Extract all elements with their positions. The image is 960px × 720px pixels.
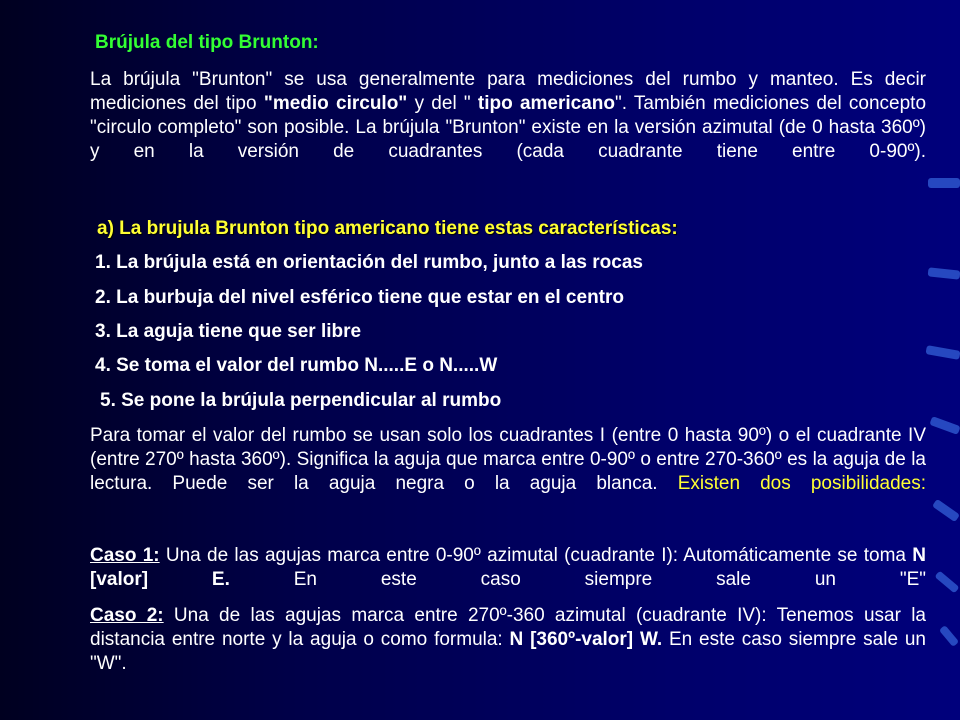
intro-text-1: La brújula "Brunton" se usa generalmente para mediciones del rumbo y manteo. Es decir mediciones del tipo — [90, 69, 926, 114]
caso-1-text-2: En este caso siempre sale un "E" — [229, 569, 926, 590]
caso-1-label: Caso 1: — [90, 545, 160, 566]
step-item: 1. La brújula está en orientación del rumbo, junto a las rocas — [95, 252, 643, 273]
decorative-stripe — [928, 178, 960, 188]
step-item: 2. La burbuja del nivel esférico tiene que estar en el centro — [95, 287, 625, 308]
intro-paragraph — [90, 68, 926, 202]
intro-text-3: ". También mediciones del concepto "circulo completo" son posible. La brújula "Brunton" existe en la versión azimutal (de 0 hasta 360º) y en la versión de cuadrantes (cada cuadrante tiene entre 0-90º). — [90, 93, 927, 162]
slide-title: Brújula del tipo Brunton: — [95, 32, 319, 53]
caso-2-paragraph — [90, 604, 926, 684]
quadrant-paragraph — [90, 424, 926, 534]
caso-1-text-1: Una de las agujas marca entre 0-90º azimutal (cuadrante I): Automáticamente se toma — [159, 545, 913, 566]
decorative-stripe — [925, 345, 960, 360]
subheading: a) La brujula Brunton tipo americano tiene estas características: — [97, 218, 678, 239]
quadrant-text: Para tomar el valor del rumbo se usan solo los cuadrantes I (entre 0 hasta 90º) o el cuadrante IV (entre 270º hasta 360º). Significa la aguja que marca entre 0-90º o entre 270-360º es la aguja de la lectura. Puede ser la aguja negra o la aguja blanca. — [90, 425, 926, 494]
step-item: 5. Se pone la brújula perpendicular al rumbo — [100, 390, 502, 411]
decorative-stripe — [932, 499, 960, 522]
decorative-stripe — [934, 571, 959, 594]
decorative-stripe — [929, 416, 960, 435]
intro-bold-2: tipo americano — [470, 93, 615, 114]
step-item: 3. La aguja tiene que ser libre — [95, 321, 362, 342]
caso-1-formula: N [valor] E. — [90, 545, 926, 590]
intro-text-2: y del " — [407, 93, 471, 114]
decorative-stripe — [928, 267, 960, 279]
decorative-stripe — [939, 625, 959, 647]
step-item: 4. Se toma el valor del rumbo N.....E o N.....W — [95, 355, 498, 376]
caso-2-formula: N [360º-valor] W. — [509, 629, 663, 650]
intro-bold-1: "medio circulo" — [263, 93, 408, 114]
caso-2-text-2: En este caso siempre sale un "W". — [90, 629, 926, 674]
possibilities-highlight: Existen dos posibilidades: — [657, 473, 926, 494]
caso-1-paragraph — [90, 544, 926, 592]
caso-2-label: Caso 2: — [90, 605, 164, 626]
caso-2-text-1: Una de las agujas marca entre 270º-360 azimutal (cuadrante IV): Tenemos usar la distancia entre norte y la aguja o como formula: — [90, 605, 926, 650]
